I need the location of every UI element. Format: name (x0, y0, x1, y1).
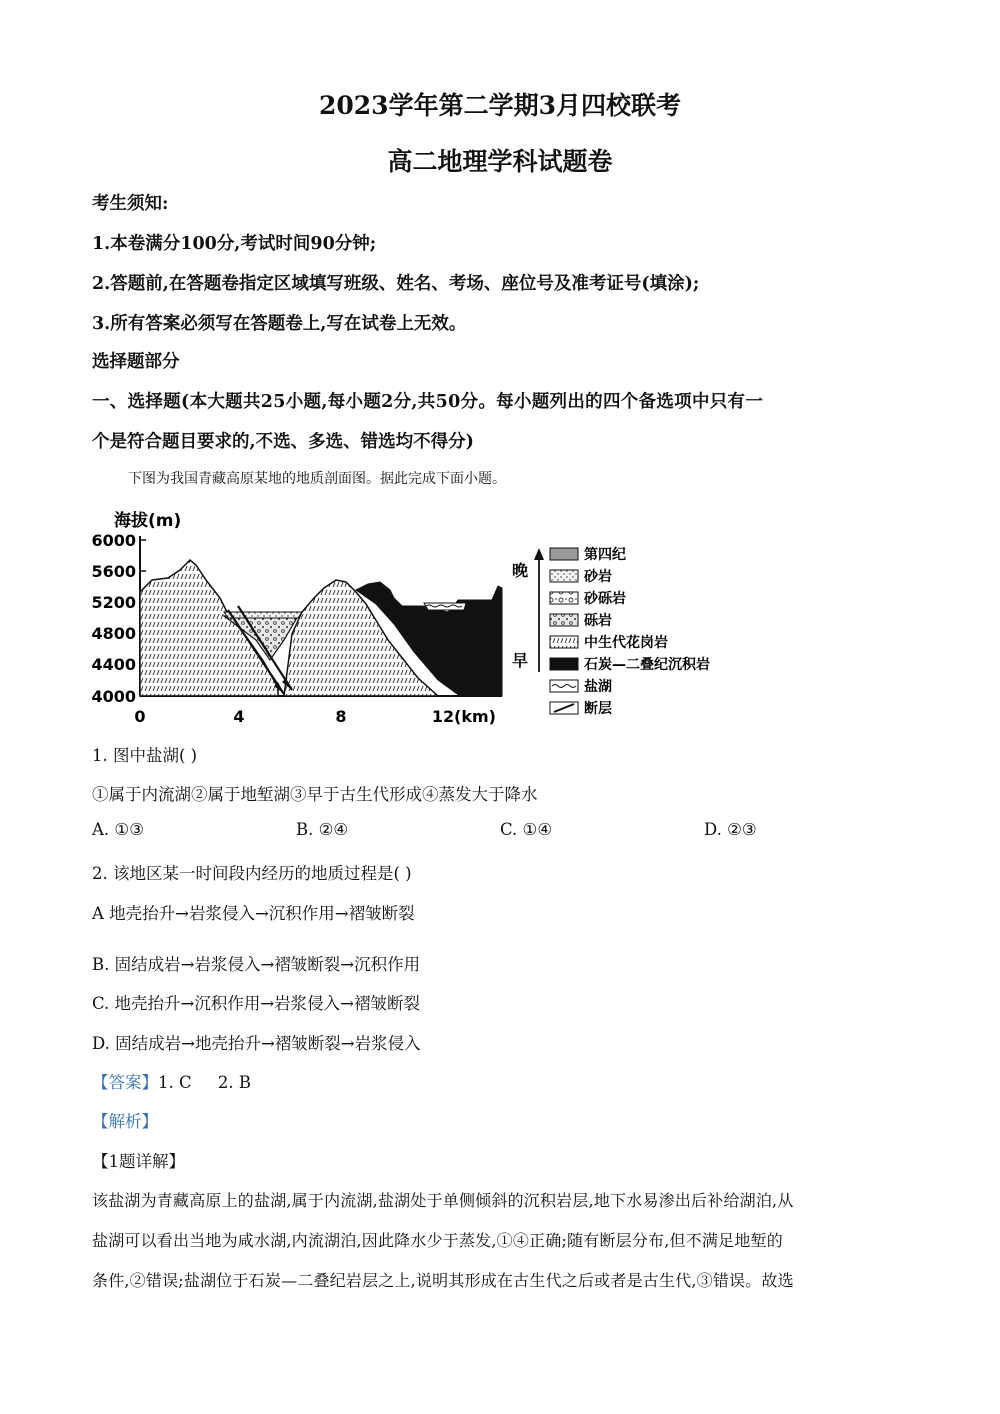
section-heading-line1: 一、选择题(本大题共25小题,每小题2分,共50分。每小题列出的四个备选项中只有一 (92, 392, 764, 412)
y-tick-label: 5600 (91, 562, 136, 581)
q2-option-b[interactable]: B. 固结成岩→岩浆侵入→褶皱断裂→沉积作用 (92, 955, 421, 974)
x-tick-label: 4 (233, 707, 245, 726)
q1-stem: 1. 图中盐湖( ) (92, 746, 198, 765)
notice-heading: 考生须知: (92, 194, 169, 214)
x-tick-label: 0 (134, 707, 146, 726)
time-arrow (534, 548, 544, 672)
legend-swatch (550, 636, 578, 648)
y-tick-label: 6000 (91, 531, 136, 550)
q1-statements: ①属于内流湖②属于地堑湖③早于古生代形成④蒸发大于降水 (92, 785, 538, 804)
geologic-section-figure (88, 500, 728, 740)
legend-label: 石炭—二叠纪沉积岩 (584, 657, 710, 673)
x-tick-label: 12 (431, 707, 455, 726)
answer-tag: 【答案】 (92, 1073, 158, 1092)
part-title: 选择题部分 (92, 352, 180, 372)
legend-swatch (550, 592, 578, 604)
time-arrow-early: 早 (512, 651, 529, 670)
legend-swatch (550, 548, 578, 560)
legend-label: 断层 (584, 701, 612, 717)
x-tick-label: 8 (335, 707, 347, 726)
x-axis-unit: (km) (454, 707, 496, 726)
analysis-line-1: 该盐湖为青藏高原上的盐湖,属于内流湖,盐湖处于单侧倾斜的沉积岩层,地下水易渗出后补给湖泊,从 (92, 1191, 794, 1210)
q1-option-a[interactable]: A. ①③ (92, 820, 144, 839)
y-tick-label: 4000 (91, 687, 136, 706)
analysis-line-3: 条件,②错误;盐湖位于石炭—二叠纪岩层之上,说明其形成在古生代之后或者是古生代,③错误。故选 (92, 1271, 794, 1290)
legend-swatch (550, 570, 578, 582)
legend-label: 砂岩 (584, 569, 612, 585)
legend-swatch (550, 614, 578, 626)
notice-item-1: 1.本卷满分100分,考试时间90分钟; (92, 234, 377, 254)
legend-label: 盐湖 (584, 679, 612, 695)
exam-title: 2023学年第二学期3月四校联考 (319, 91, 681, 120)
legend-label: 砾岩 (584, 613, 612, 629)
time-arrow-late: 晚 (512, 561, 529, 580)
legend-swatch (550, 658, 578, 670)
analysis-tag: 【解析】 (92, 1112, 158, 1131)
figure-intro: 下图为我国青藏高原某地的地质剖面图。据此完成下面小题。 (128, 471, 506, 487)
q1-option-d[interactable]: D. ②③ (704, 820, 757, 839)
q2-option-c[interactable]: C. 地壳抬升→沉积作用→岩浆侵入→褶皱断裂 (92, 994, 421, 1013)
q2-stem: 2. 该地区某一时间段内经历的地质过程是( ) (92, 864, 412, 883)
figure-legend (550, 546, 710, 717)
y-tick-label: 4800 (91, 624, 136, 643)
exam-subtitle: 高二地理学科试题卷 (387, 147, 613, 176)
q2-option-d[interactable]: D. 固结成岩→地壳抬升→褶皱断裂→岩浆侵入 (92, 1034, 421, 1053)
legend-label: 中生代花岗岩 (584, 635, 668, 651)
q1-option-b[interactable]: B. ②④ (296, 820, 349, 839)
q1-option-c[interactable]: C. ①④ (500, 820, 553, 839)
answer-text: 1. C 2. B (158, 1073, 251, 1092)
legend-label: 第四纪 (584, 547, 626, 563)
analysis-line-2: 盐湖可以看出当地为咸水湖,内流湖泊,因此降水少于蒸发,①④正确;随有断层分布,但不满足地堑的 (92, 1231, 783, 1250)
y-axis-label: 海拔(m) (114, 511, 182, 531)
sandstone-layer (224, 612, 302, 618)
analysis-detail-heading: 【1题详解】 (92, 1152, 185, 1171)
legend-label: 砂砾岩 (584, 591, 626, 607)
notice-item-3: 3.所有答案必须写在答题卷上,写在试卷上无效。 (92, 314, 467, 334)
answer-line (92, 1069, 251, 1093)
y-tick-label: 5200 (91, 593, 136, 612)
notice-item-2: 2.答题前,在答题卷指定区域填写班级、姓名、考场、座位号及准考证号(填涂); (92, 274, 700, 294)
section-heading-line2: 个是符合题目要求的,不选、多选、错选均不得分) (92, 432, 474, 452)
y-tick-label: 4400 (91, 655, 136, 674)
q2-option-a[interactable]: A 地壳抬升→岩浆侵入→沉积作用→褶皱断裂 (92, 904, 415, 923)
